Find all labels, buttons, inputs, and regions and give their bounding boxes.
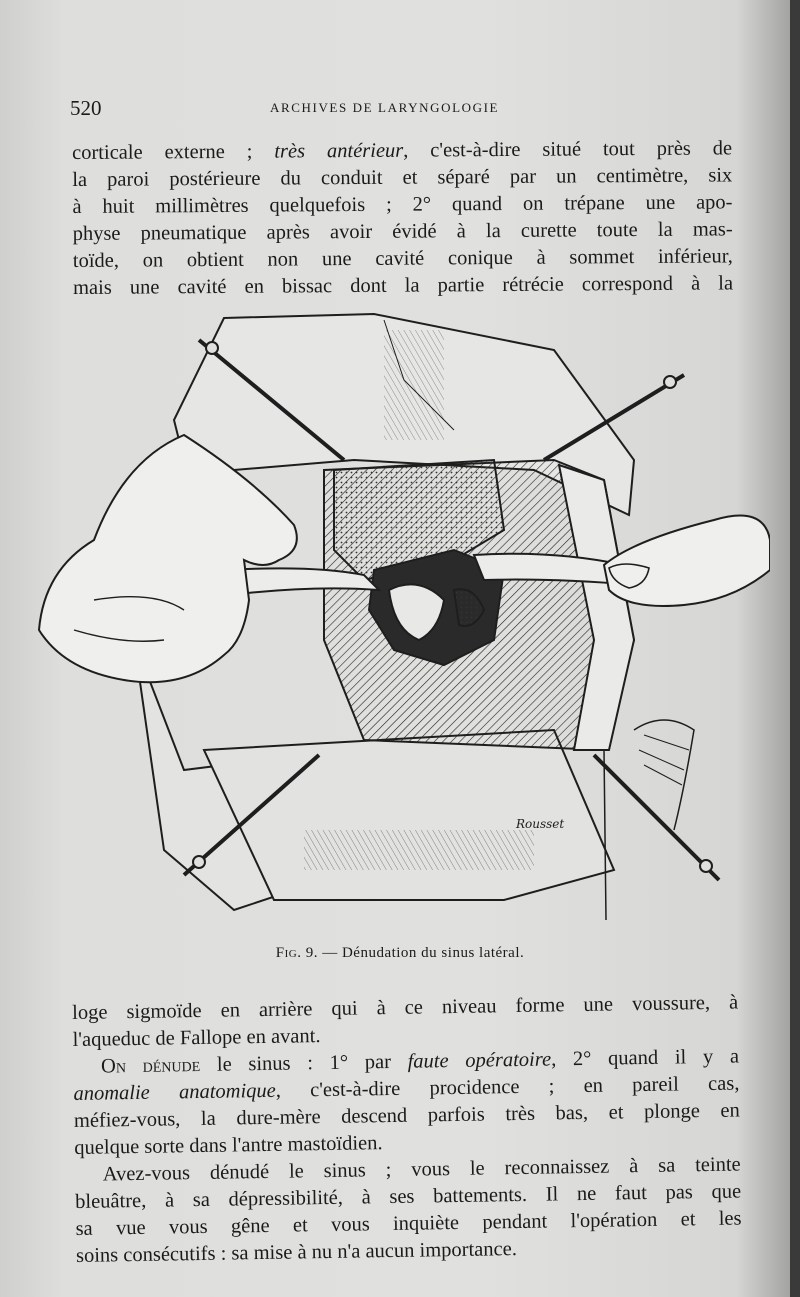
- italic-term: faute opératoire: [407, 1048, 552, 1073]
- text-line: Avez-vous dénudé le sinus ; vous le reconnaissez à sa teinte: [102, 1153, 741, 1186]
- text-line: la paroi postérieure du conduit et séparé par un centimètre, six: [72, 164, 733, 191]
- running-head: ARCHIVES DE LARYNGOLOGIE: [270, 100, 500, 115]
- caption-dash: —: [317, 945, 342, 961]
- text-line: mais une cavité en bissac dont la partie rétrécie correspond à la: [72, 272, 734, 299]
- artist-signature: Rousset: [516, 817, 565, 831]
- text-line: toïde, on obtient non une cavité conique à sommet inférieur,: [72, 245, 733, 272]
- italic-term: anomalie anatomique: [73, 1079, 276, 1105]
- text-line: On dénude le sinus : 1° par faute opératoire, 2° quand il y a: [100, 1045, 740, 1078]
- page-header: [70, 96, 740, 120]
- surgical-illustration: [34, 310, 770, 930]
- text-line: physe pneumatique après avoir évidé à la curette toute la mas-: [72, 218, 733, 245]
- text-line: méfiez-vous, la dure-mère descend parfois très bas, et plonge en: [73, 1099, 740, 1132]
- illustration-drawing: [34, 310, 770, 930]
- text-line: anomalie anatomique, c'est-à-dire procidence ; en pareil cas,: [73, 1072, 740, 1105]
- top-paragraph: [72, 135, 733, 302]
- text-line: sa vue vous gêne et vous inquiète pendant l'opération et les: [75, 1207, 742, 1240]
- figure-caption: [0, 945, 800, 962]
- text-line: l'aqueduc de Fallope en avant.: [72, 1025, 321, 1051]
- page-edge: [790, 0, 800, 1297]
- caption-text: Dénudation du sinus latéral.: [341, 945, 525, 961]
- caption-label: Fig. 9.: [275, 945, 318, 961]
- smallcaps-lead: On dénude: [100, 1053, 201, 1078]
- text-line: corticale externe ; très antérieur, c'est-à-dire situé tout près de: [72, 137, 733, 164]
- bottom-paragraphs: [72, 990, 742, 1270]
- text-line: quelque sorte dans l'antre mastoïdien.: [74, 1132, 383, 1159]
- text-line: à huit millimètres quelquefois ; 2° quand on trépane une apo-: [72, 191, 733, 218]
- text-line: bleuâtre, à sa dépressibilité, à ses battements. Il ne faut pas que: [75, 1180, 742, 1213]
- text-line: soins consécutifs : sa mise à nu n'a aucun importance.: [75, 1238, 518, 1267]
- page-number: 520: [70, 96, 102, 120]
- text-line: loge sigmoïde en arrière qui à ce niveau forme une voussure, à: [72, 991, 739, 1024]
- italic-term: très antérieur: [274, 139, 404, 163]
